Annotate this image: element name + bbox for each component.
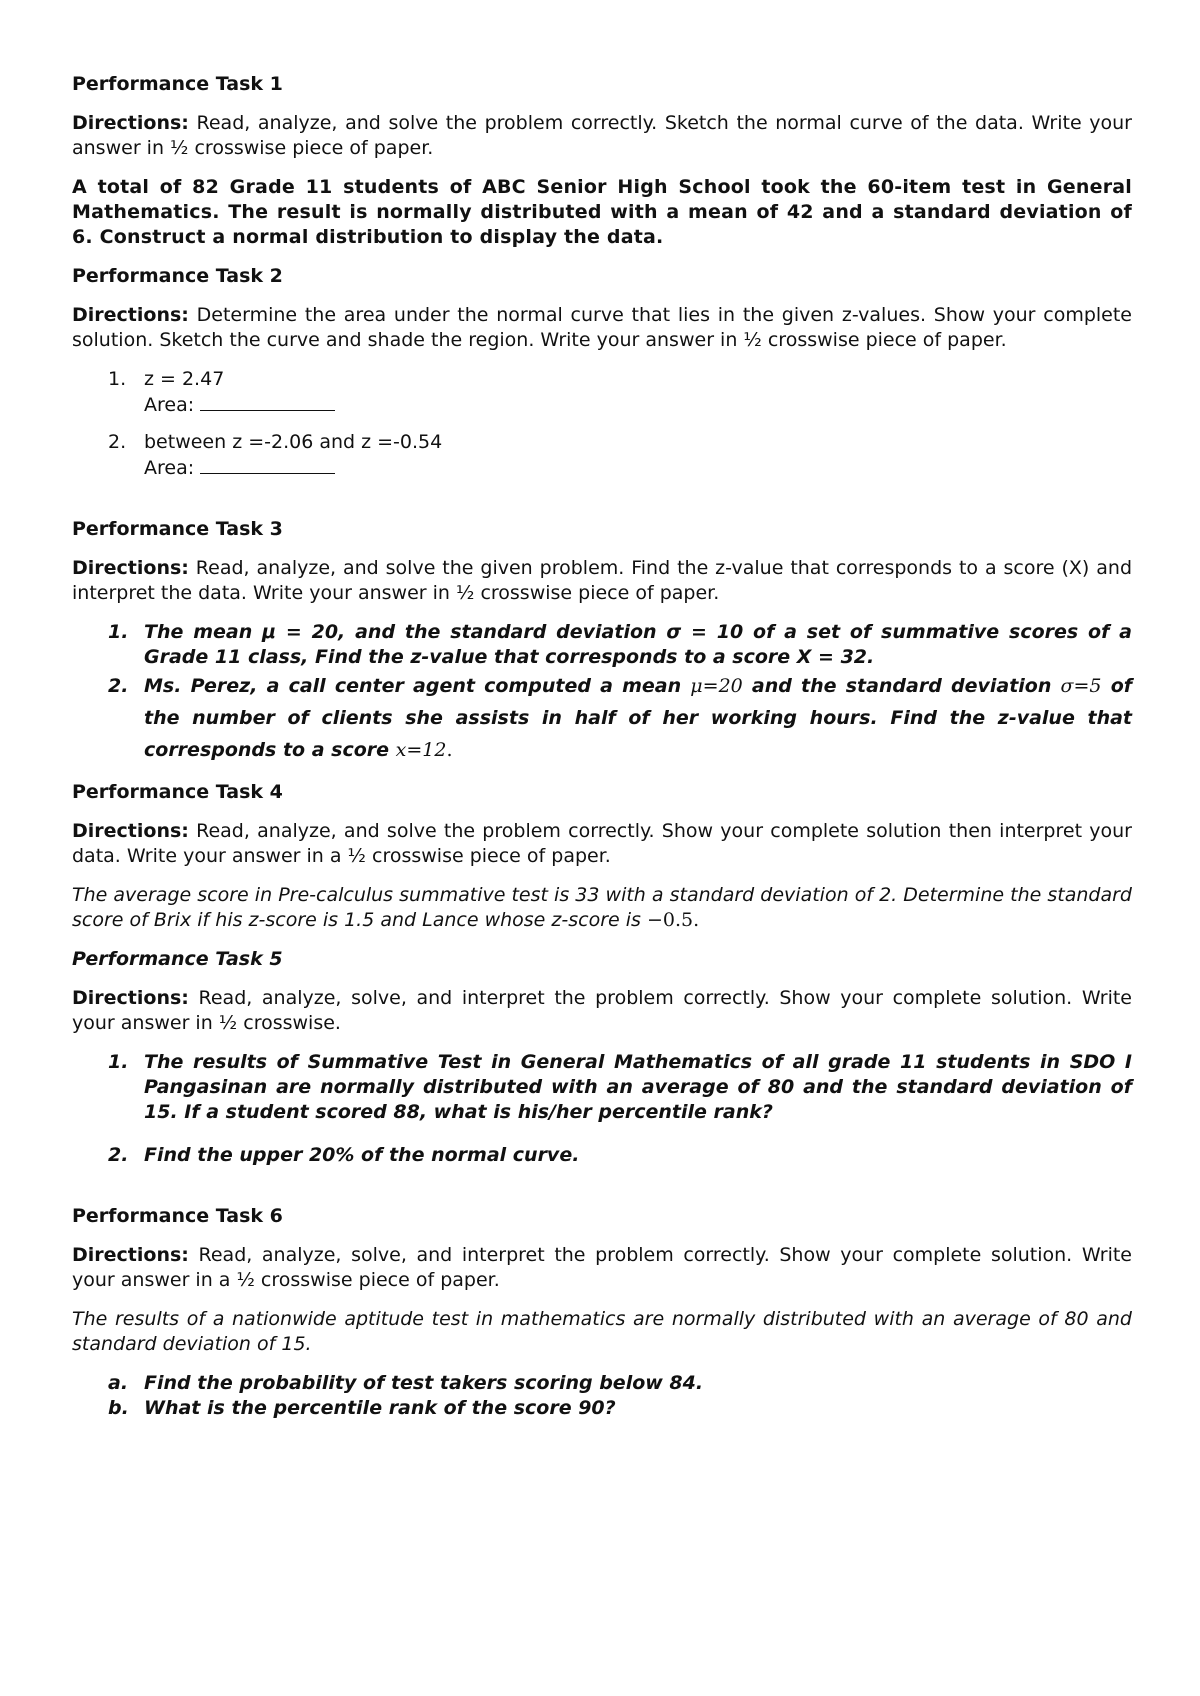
task6-item-text: What is the percentile rank of the score 90?	[144, 1397, 616, 1419]
task5-item	[72, 1050, 1132, 1125]
document-content	[72, 72, 1132, 1435]
task3-item	[72, 620, 1132, 670]
task2-items	[72, 367, 1132, 481]
task3-item	[72, 670, 1132, 766]
answer-blank	[200, 455, 335, 474]
task6-directions	[72, 1243, 1132, 1293]
task5-item-text: Find the upper 20% of the normal curve.	[144, 1144, 580, 1166]
task3-items	[72, 620, 1132, 766]
task1-heading: Performance Task 1	[72, 73, 283, 95]
task3-directions-text: Read, analyze, and solve the given problem. Find the z-value that corresponds to a score (X) and interpret the data. Write your answer in ½ crosswise piece of paper.	[72, 557, 1132, 604]
task3-item-number: 2.	[108, 675, 129, 697]
task3-heading: Performance Task 3	[72, 518, 283, 540]
spacer	[72, 1182, 1132, 1204]
task2-directions-label: Directions:	[72, 304, 189, 326]
task5-item-text: The results of Summative Test in General Mathematics of all grade 11 students in SDO I Pangasinan are normally distributed with an average of 80 and the standard deviation of 15. If a student scored 88, what is his/her percentile rank?	[144, 1051, 1132, 1123]
answer-blank	[200, 392, 335, 411]
task2-directions	[72, 303, 1132, 353]
task6-problem: The results of a nationwide aptitude test in mathematics are normally distributed with an average of 80 and standard deviation of 15.	[72, 1308, 1132, 1355]
task5-directions-label: Directions:	[72, 987, 189, 1009]
mean-expression: μ=20	[690, 675, 743, 697]
task4-directions-text: Read, analyze, and solve the problem correctly. Show your complete solution then interpret your data. Write your answer in a ½ crosswise piece of paper.	[72, 820, 1132, 867]
task3-item-text-c: of the number of clients she assists in half of her working hours. Find the z-value that corresponds to a score	[144, 675, 1133, 761]
task2-directions-text: Determine the area under the normal curve that lies in the given z-values. Show your complete solution. Sketch the curve and shade the region. Write your answer in ½ crosswise piece of paper.	[72, 304, 1132, 351]
task6-heading: Performance Task 6	[72, 1205, 283, 1227]
task4-directions-label: Directions:	[72, 820, 189, 842]
task1-directions-label: Directions:	[72, 112, 189, 134]
task6-items	[72, 1371, 1132, 1421]
task3-directions	[72, 556, 1132, 606]
task2-item-number: 2.	[108, 431, 127, 453]
area-label: Area:	[144, 394, 195, 416]
task3-item-text-d: .	[446, 739, 453, 761]
task2-item	[72, 367, 1132, 418]
task6-directions-label: Directions:	[72, 1244, 189, 1266]
z-score-expression: −0.5	[646, 909, 694, 931]
task6-item	[72, 1396, 1132, 1421]
task1-problem: A total of 82 Grade 11 students of ABC Senior High School took the 60-item test in General Mathematics. The result is normally distributed with a mean of 42 and a standard deviation of 6. Construct a normal distribution to display the data.	[72, 176, 1132, 248]
task1-directions-text: Read, analyze, and solve the problem correctly. Sketch the normal curve of the data. Write your answer in ½ crosswise piece of paper.	[72, 112, 1132, 159]
score-expression: x=12	[395, 739, 447, 761]
task4-problem	[72, 883, 1132, 933]
area-label: Area:	[144, 457, 195, 479]
spacer	[72, 495, 1132, 517]
task6-item-letter: b.	[108, 1397, 129, 1419]
task2-item-number: 1.	[108, 368, 127, 390]
task1-directions	[72, 111, 1132, 161]
task5-directions	[72, 986, 1132, 1036]
task3-directions-label: Directions:	[72, 557, 189, 579]
task2-item	[72, 430, 1132, 481]
task6-item-text: Find the probability of test takers scoring below 84.	[144, 1372, 704, 1394]
task5-items	[72, 1050, 1132, 1168]
task3-item-text: The mean μ = 20, and the standard deviation σ = 10 of a set of summative scores of a Grade 11 class, Find the z-value that corresponds to a score X = 32.	[144, 621, 1132, 668]
task5-item-number: 1.	[108, 1051, 129, 1073]
task5-item-number: 2.	[108, 1144, 129, 1166]
task4-directions	[72, 819, 1132, 869]
task2-item-answer-line	[144, 392, 1132, 418]
task3-item-number: 1.	[108, 621, 129, 643]
task3-item-text-a: Ms. Perez, a call center agent computed a mean	[144, 675, 691, 697]
sigma-expression: σ=5	[1060, 675, 1102, 697]
task2-item-answer-line	[144, 455, 1132, 481]
task3-item-text-b: and the standard deviation	[742, 675, 1061, 697]
task6-directions-text: Read, analyze, solve, and interpret the problem correctly. Show your complete solution. Write your answer in a ½ crosswise piece of paper.	[72, 1244, 1132, 1291]
task2-item-question: between z =-2.06 and z =-0.54	[144, 431, 443, 453]
task5-heading: Performance Task 5	[72, 948, 283, 970]
task6-item	[72, 1371, 1132, 1396]
task2-item-question: z = 2.47	[144, 368, 225, 390]
task6-item-letter: a.	[108, 1372, 129, 1394]
task4-heading: Performance Task 4	[72, 781, 283, 803]
task5-item	[72, 1143, 1132, 1168]
task2-heading: Performance Task 2	[72, 265, 283, 287]
task5-directions-text: Read, analyze, solve, and interpret the problem correctly. Show your complete solution. Write your answer in ½ crosswise.	[72, 987, 1132, 1034]
task4-problem-text: The average score in Pre-calculus summative test is 33 with a standard deviation of 2. Determine the standard score of Brix if his z-score is 1.5 and Lance whose z-score is	[72, 884, 1132, 931]
task4-problem-end: .	[693, 909, 700, 931]
